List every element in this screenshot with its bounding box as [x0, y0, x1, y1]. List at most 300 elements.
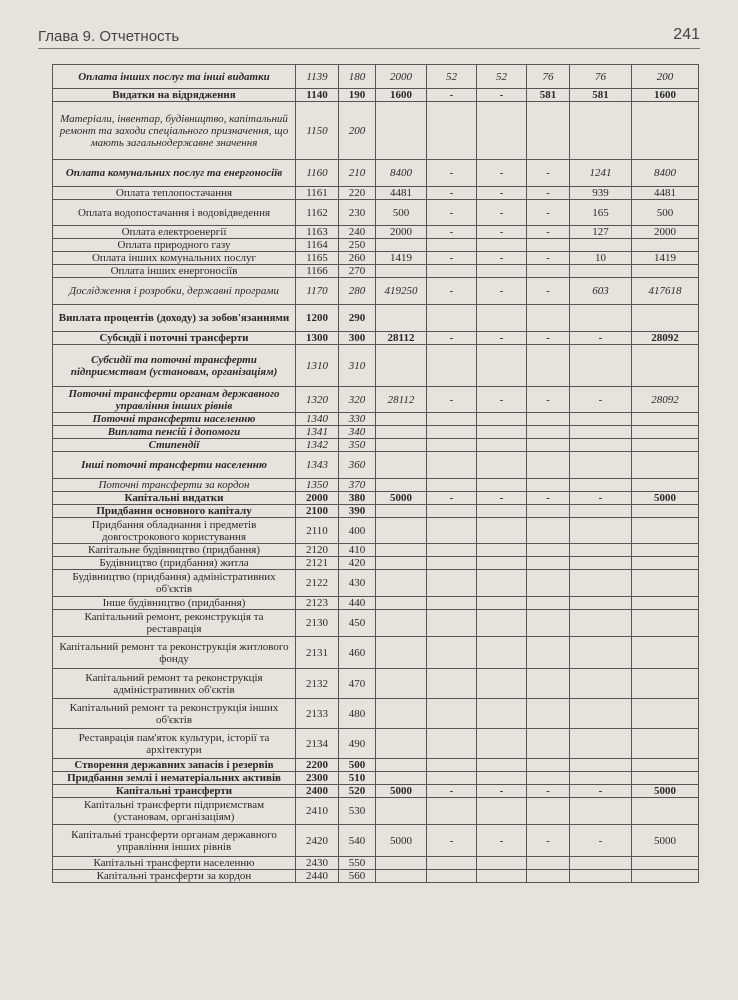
table-row	[53, 278, 699, 305]
value-cell	[527, 479, 570, 492]
row-code: 2110	[296, 518, 339, 544]
row-label: Капітальний ремонт та реконструкція житлового фонду	[53, 637, 296, 669]
value-cell	[570, 102, 632, 160]
row-code: 1164	[296, 239, 339, 252]
value-cell: -	[570, 785, 632, 798]
row-code: 2200	[296, 759, 339, 772]
value-cell: -	[427, 387, 477, 413]
value-cell	[427, 479, 477, 492]
row-label: Поточні трансферти за кордон	[53, 479, 296, 492]
value-cell: -	[527, 252, 570, 265]
value-cell	[477, 597, 527, 610]
row-code: 1165	[296, 252, 339, 265]
row-code: 1350	[296, 479, 339, 492]
value-cell	[527, 345, 570, 387]
table-row	[53, 637, 699, 669]
row-kek: 180	[339, 65, 376, 89]
row-code: 2134	[296, 729, 339, 759]
value-cell	[527, 870, 570, 883]
row-code: 2130	[296, 610, 339, 637]
value-cell: 1600	[632, 89, 699, 102]
value-cell	[527, 597, 570, 610]
row-code: 2430	[296, 857, 339, 870]
table-row	[53, 857, 699, 870]
value-cell	[632, 102, 699, 160]
value-cell	[477, 570, 527, 597]
value-cell	[427, 637, 477, 669]
row-kek: 430	[339, 570, 376, 597]
row-label: Оплата водопостачання і водовідведення	[53, 200, 296, 226]
value-cell	[376, 597, 427, 610]
value-cell	[477, 345, 527, 387]
value-cell	[527, 610, 570, 637]
row-kek: 500	[339, 759, 376, 772]
table-row	[53, 200, 699, 226]
value-cell	[376, 439, 427, 452]
row-code: 2120	[296, 544, 339, 557]
value-cell	[477, 305, 527, 332]
row-label: Виплата процентів (доходу) за зобов'язаннями	[53, 305, 296, 332]
value-cell	[632, 597, 699, 610]
row-label: Капітальні трансферти підприємствам (установам, організаціям)	[53, 798, 296, 825]
row-code: 1150	[296, 102, 339, 160]
value-cell	[570, 798, 632, 825]
value-cell	[477, 452, 527, 479]
row-code: 2300	[296, 772, 339, 785]
row-code: 1343	[296, 452, 339, 479]
table-row	[53, 252, 699, 265]
value-cell: 1241	[570, 160, 632, 187]
row-label: Капітальний ремонт, реконструкція та реставрація	[53, 610, 296, 637]
value-cell	[527, 305, 570, 332]
table-row	[53, 226, 699, 239]
row-kek: 200	[339, 102, 376, 160]
value-cell	[527, 570, 570, 597]
row-kek: 240	[339, 226, 376, 239]
value-cell	[632, 610, 699, 637]
value-cell	[632, 759, 699, 772]
value-cell	[427, 597, 477, 610]
value-cell	[632, 345, 699, 387]
value-cell	[527, 102, 570, 160]
chapter-title: Глава 9. Отчетность	[38, 28, 180, 45]
value-cell	[570, 479, 632, 492]
value-cell: -	[477, 160, 527, 187]
value-cell	[477, 102, 527, 160]
value-cell	[570, 637, 632, 669]
value-cell: 1419	[632, 252, 699, 265]
row-code: 2440	[296, 870, 339, 883]
row-code: 1342	[296, 439, 339, 452]
row-label: Поточні трансферти населенню	[53, 413, 296, 426]
value-cell: -	[570, 492, 632, 505]
row-kek: 360	[339, 452, 376, 479]
value-cell: 2000	[632, 226, 699, 239]
value-cell	[570, 239, 632, 252]
row-kek: 400	[339, 518, 376, 544]
value-cell	[527, 505, 570, 518]
row-kek: 510	[339, 772, 376, 785]
table-row	[53, 759, 699, 772]
value-cell	[527, 426, 570, 439]
row-label: Капітальний ремонт та реконструкція адміністративних об'єктів	[53, 669, 296, 699]
value-cell: -	[427, 278, 477, 305]
value-cell	[570, 699, 632, 729]
value-cell	[477, 265, 527, 278]
value-cell	[376, 102, 427, 160]
row-kek: 350	[339, 439, 376, 452]
value-cell	[570, 426, 632, 439]
value-cell	[570, 772, 632, 785]
value-cell	[527, 669, 570, 699]
page-number: 241	[673, 26, 700, 43]
table-row	[53, 345, 699, 387]
value-cell: 52	[427, 65, 477, 89]
value-cell: 5000	[376, 492, 427, 505]
table-row	[53, 160, 699, 187]
row-code: 2410	[296, 798, 339, 825]
row-code: 1166	[296, 265, 339, 278]
row-label: Оплата інших енергоносіїв	[53, 265, 296, 278]
value-cell: -	[477, 89, 527, 102]
row-label: Капітальні трансферти	[53, 785, 296, 798]
value-cell: -	[527, 187, 570, 200]
row-code: 2420	[296, 825, 339, 857]
value-cell	[427, 518, 477, 544]
value-cell	[477, 870, 527, 883]
value-cell: -	[477, 387, 527, 413]
value-cell	[632, 505, 699, 518]
value-cell	[527, 759, 570, 772]
value-cell	[477, 557, 527, 570]
value-cell	[376, 413, 427, 426]
value-cell	[477, 759, 527, 772]
row-code: 2400	[296, 785, 339, 798]
table-row	[53, 870, 699, 883]
value-cell	[376, 518, 427, 544]
value-cell	[427, 772, 477, 785]
row-code: 2132	[296, 669, 339, 699]
row-kek: 460	[339, 637, 376, 669]
value-cell	[632, 729, 699, 759]
value-cell: -	[527, 492, 570, 505]
row-kek: 290	[339, 305, 376, 332]
table-row	[53, 557, 699, 570]
value-cell: -	[427, 226, 477, 239]
table-row	[53, 610, 699, 637]
value-cell: 581	[527, 89, 570, 102]
value-cell: -	[477, 785, 527, 798]
row-code: 2122	[296, 570, 339, 597]
table-row	[53, 505, 699, 518]
row-kek: 530	[339, 798, 376, 825]
value-cell: 500	[632, 200, 699, 226]
table-row	[53, 785, 699, 798]
row-kek: 310	[339, 345, 376, 387]
table-row	[53, 729, 699, 759]
value-cell	[376, 759, 427, 772]
value-cell: -	[570, 332, 632, 345]
row-label: Придбання основного капіталу	[53, 505, 296, 518]
value-cell	[376, 772, 427, 785]
value-cell	[527, 518, 570, 544]
table-row	[53, 798, 699, 825]
table-row	[53, 102, 699, 160]
row-label: Матеріали, інвентар, будівництво, капітальний ремонт та заходи спеціального призначення, що мають загальнодержавне значення	[53, 102, 296, 160]
value-cell	[570, 345, 632, 387]
value-cell	[427, 557, 477, 570]
row-label: Придбання обладнання і предметів довгострокового користування	[53, 518, 296, 544]
value-cell	[570, 597, 632, 610]
value-cell	[376, 265, 427, 278]
row-label: Капітальне будівництво (придбання)	[53, 544, 296, 557]
row-kek: 420	[339, 557, 376, 570]
row-label: Оплата природного газу	[53, 239, 296, 252]
table-row	[53, 65, 699, 89]
value-cell	[632, 669, 699, 699]
value-cell	[427, 305, 477, 332]
value-cell: -	[427, 825, 477, 857]
value-cell	[632, 772, 699, 785]
value-cell	[427, 570, 477, 597]
value-cell	[376, 345, 427, 387]
value-cell	[376, 798, 427, 825]
value-cell	[427, 544, 477, 557]
value-cell	[527, 857, 570, 870]
row-code: 1139	[296, 65, 339, 89]
value-cell: -	[477, 187, 527, 200]
table-row	[53, 426, 699, 439]
value-cell	[477, 544, 527, 557]
value-cell	[527, 637, 570, 669]
value-cell	[632, 413, 699, 426]
value-cell	[527, 239, 570, 252]
value-cell	[376, 699, 427, 729]
value-cell: 581	[570, 89, 632, 102]
value-cell	[632, 426, 699, 439]
table-row	[53, 479, 699, 492]
table-row	[53, 439, 699, 452]
value-cell	[527, 413, 570, 426]
value-cell: 127	[570, 226, 632, 239]
value-cell: 5000	[632, 785, 699, 798]
value-cell	[527, 544, 570, 557]
value-cell	[376, 637, 427, 669]
value-cell	[427, 729, 477, 759]
row-code: 1162	[296, 200, 339, 226]
value-cell	[427, 413, 477, 426]
value-cell	[632, 570, 699, 597]
row-kek: 370	[339, 479, 376, 492]
row-label: Інші поточні трансферти населенню	[53, 452, 296, 479]
value-cell: -	[527, 160, 570, 187]
value-cell	[376, 305, 427, 332]
value-cell	[632, 857, 699, 870]
value-cell	[477, 857, 527, 870]
value-cell	[632, 518, 699, 544]
value-cell	[376, 557, 427, 570]
row-label: Оплата теплопостачання	[53, 187, 296, 200]
value-cell	[427, 439, 477, 452]
table-row	[53, 413, 699, 426]
value-cell: -	[427, 332, 477, 345]
row-label: Субсидії і поточні трансферти	[53, 332, 296, 345]
value-cell	[376, 857, 427, 870]
value-cell	[570, 759, 632, 772]
value-cell: -	[477, 252, 527, 265]
table-row	[53, 492, 699, 505]
value-cell: 500	[376, 200, 427, 226]
report-body	[53, 65, 699, 883]
value-cell	[570, 544, 632, 557]
value-cell	[427, 426, 477, 439]
value-cell: 5000	[376, 785, 427, 798]
row-label: Капітальні видатки	[53, 492, 296, 505]
value-cell: -	[570, 387, 632, 413]
value-cell: -	[427, 187, 477, 200]
value-cell: 1600	[376, 89, 427, 102]
row-label: Капітальний ремонт та реконструкція інших об'єктів	[53, 699, 296, 729]
row-kek: 330	[339, 413, 376, 426]
value-cell	[527, 557, 570, 570]
value-cell: 1419	[376, 252, 427, 265]
value-cell	[477, 439, 527, 452]
value-cell	[477, 239, 527, 252]
value-cell	[477, 518, 527, 544]
value-cell	[376, 729, 427, 759]
row-kek: 440	[339, 597, 376, 610]
value-cell	[570, 570, 632, 597]
value-cell	[570, 439, 632, 452]
value-cell: 4481	[376, 187, 427, 200]
value-cell	[632, 637, 699, 669]
table-row	[53, 332, 699, 345]
value-cell	[477, 426, 527, 439]
value-cell	[527, 699, 570, 729]
row-kek: 380	[339, 492, 376, 505]
value-cell: -	[477, 278, 527, 305]
value-cell: 200	[632, 65, 699, 89]
value-cell	[632, 452, 699, 479]
row-label: Стипендії	[53, 439, 296, 452]
table-row	[53, 239, 699, 252]
row-label: Виплата пенсій і допомоги	[53, 426, 296, 439]
value-cell: -	[427, 492, 477, 505]
value-cell: -	[477, 226, 527, 239]
value-cell	[427, 857, 477, 870]
table-row	[53, 89, 699, 102]
header-rule	[38, 48, 700, 49]
value-cell	[376, 479, 427, 492]
value-cell: 417618	[632, 278, 699, 305]
table-row	[53, 518, 699, 544]
value-cell	[527, 439, 570, 452]
value-cell	[632, 544, 699, 557]
value-cell	[376, 239, 427, 252]
value-cell	[632, 699, 699, 729]
row-kek: 320	[339, 387, 376, 413]
value-cell	[477, 610, 527, 637]
row-kek: 540	[339, 825, 376, 857]
value-cell: -	[527, 226, 570, 239]
value-cell	[427, 610, 477, 637]
value-cell: 2000	[376, 65, 427, 89]
value-cell: -	[477, 332, 527, 345]
value-cell	[527, 798, 570, 825]
table-row	[53, 825, 699, 857]
value-cell	[527, 729, 570, 759]
value-cell: 2000	[376, 226, 427, 239]
value-cell: -	[527, 200, 570, 226]
value-cell	[632, 439, 699, 452]
value-cell	[477, 699, 527, 729]
row-kek: 210	[339, 160, 376, 187]
value-cell: -	[527, 387, 570, 413]
value-cell: 28092	[632, 387, 699, 413]
row-kek: 230	[339, 200, 376, 226]
value-cell	[427, 699, 477, 729]
value-cell: 5000	[632, 492, 699, 505]
row-code: 1140	[296, 89, 339, 102]
row-kek: 470	[339, 669, 376, 699]
value-cell	[632, 557, 699, 570]
value-cell	[376, 452, 427, 479]
value-cell	[427, 759, 477, 772]
value-cell	[527, 265, 570, 278]
value-cell	[570, 857, 632, 870]
value-cell	[376, 870, 427, 883]
value-cell: -	[527, 278, 570, 305]
value-cell	[570, 305, 632, 332]
table-row	[53, 597, 699, 610]
value-cell	[477, 798, 527, 825]
value-cell: -	[477, 200, 527, 226]
row-code: 1163	[296, 226, 339, 239]
row-label: Видатки на відрядження	[53, 89, 296, 102]
value-cell: 419250	[376, 278, 427, 305]
value-cell	[427, 452, 477, 479]
row-code: 2121	[296, 557, 339, 570]
value-cell: 28112	[376, 332, 427, 345]
row-label: Будівництво (придбання) адміністративних об'єктів	[53, 570, 296, 597]
value-cell: -	[427, 89, 477, 102]
value-cell	[527, 772, 570, 785]
value-cell	[477, 479, 527, 492]
value-cell: 28112	[376, 387, 427, 413]
row-kek: 270	[339, 265, 376, 278]
value-cell: -	[427, 252, 477, 265]
value-cell: 52	[477, 65, 527, 89]
value-cell	[427, 102, 477, 160]
row-code: 2133	[296, 699, 339, 729]
value-cell: 8400	[632, 160, 699, 187]
value-cell	[632, 798, 699, 825]
row-kek: 340	[339, 426, 376, 439]
row-kek: 280	[339, 278, 376, 305]
row-label: Дослідження і розробки, державні програми	[53, 278, 296, 305]
row-label: Капітальні трансферти за кордон	[53, 870, 296, 883]
row-label: Реставрація пам'яток культури, історії та архітектури	[53, 729, 296, 759]
value-cell	[376, 610, 427, 637]
value-cell	[376, 669, 427, 699]
value-cell: 28092	[632, 332, 699, 345]
value-cell	[376, 544, 427, 557]
row-kek: 520	[339, 785, 376, 798]
row-code: 1200	[296, 305, 339, 332]
value-cell	[570, 413, 632, 426]
row-kek: 300	[339, 332, 376, 345]
value-cell	[376, 505, 427, 518]
